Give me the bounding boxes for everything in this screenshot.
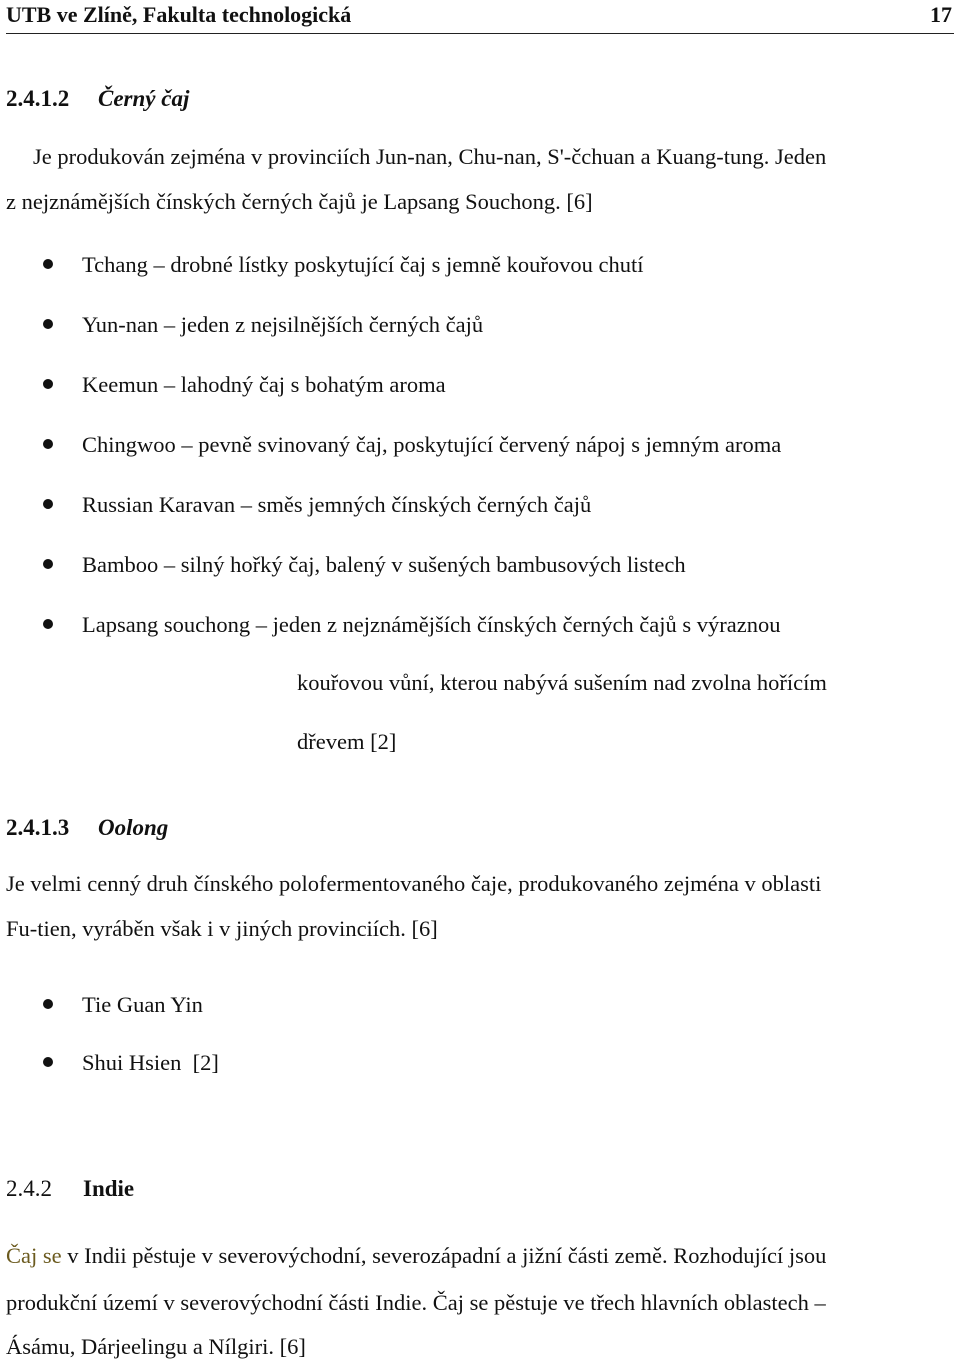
list-item-continuation: dřevem [2] — [297, 729, 397, 754]
paragraph-line: Fu-tien, vyráběn však i v jiných provinciích. [6] — [6, 916, 438, 941]
bullet-icon — [43, 999, 53, 1009]
section-heading-india — [6, 1176, 134, 1202]
section-number: 2.4.1.2 — [6, 86, 70, 111]
section-number: 2.4.1.3 — [6, 815, 70, 840]
section-number: 2.4.2 — [6, 1176, 52, 1201]
bullet-icon — [43, 559, 53, 569]
section-title: Černý čaj — [98, 86, 190, 111]
bullet-icon — [43, 439, 53, 449]
list-item-text: Tie Guan Yin — [82, 992, 203, 1017]
section-title: Oolong — [98, 815, 169, 840]
page-number: 17 — [930, 2, 952, 27]
paragraph-line: Je velmi cenný druh čínského polofermentovaného čaje, produkovaného zejména v oblasti — [6, 871, 822, 896]
header-title: UTB ve Zlíně, Fakulta technologická — [6, 2, 352, 27]
section-heading-black-tea — [6, 86, 189, 112]
text-link[interactable]: Čaj se — [6, 1243, 62, 1268]
list-item-text: Lapsang souchong – jeden z nejznámějších čínských černých čajů s výraznou — [82, 612, 781, 637]
list-item-text: Russian Karavan – směs jemných čínských černých čajů — [82, 492, 592, 517]
list-item-continuation: kouřovou vůní, kterou nabývá sušením nad zvolna hořícím — [297, 670, 827, 695]
bullet-icon — [43, 499, 53, 509]
paragraph-line: z nejznámějších čínských černých čajů je Lapsang Souchong. [6] — [6, 189, 593, 214]
bullet-icon — [43, 379, 53, 389]
list-item-text: Chingwoo – pevně svinovaný čaj, poskytující červený nápoj s jemným aroma — [82, 432, 782, 457]
page-header — [6, 0, 954, 34]
section-title: Indie — [83, 1176, 135, 1201]
paragraph-text: v Indii pěstuje v severovýchodní, severozápadní a jižní části země. Rozhodující jsou — [61, 1243, 827, 1268]
bullet-icon — [43, 1057, 53, 1067]
bullet-icon — [43, 259, 53, 269]
paragraph-line — [6, 1245, 826, 1268]
list-item-text: Bamboo – silný hořký čaj, balený v sušených bambusových listech — [82, 552, 686, 577]
list-item-text: Keemun – lahodný čaj s bohatým aroma — [82, 372, 446, 397]
paragraph-line: Ásámu, Dárjeelingu a Nílgiri. [6] — [6, 1334, 306, 1359]
list-item-text: Shui Hsien [2] — [82, 1050, 219, 1075]
list-item-text: Yun-nan – jeden z nejsilnějších černých čajů — [82, 312, 484, 337]
bullet-icon — [43, 319, 53, 329]
list-item-text: Tchang – drobné lístky poskytující čaj s jemně kouřovou chutí — [82, 252, 644, 277]
paragraph-line: produkční území v severovýchodní části Indie. Čaj se pěstuje ve třech hlavních oblastech – — [6, 1290, 826, 1315]
paragraph-line: Je produkován zejména v provinciích Jun-nan, Chu-nan, S'-čchuan a Kuang-tung. Jeden — [33, 144, 827, 169]
section-heading-oolong — [6, 815, 168, 841]
bullet-icon — [43, 619, 53, 629]
